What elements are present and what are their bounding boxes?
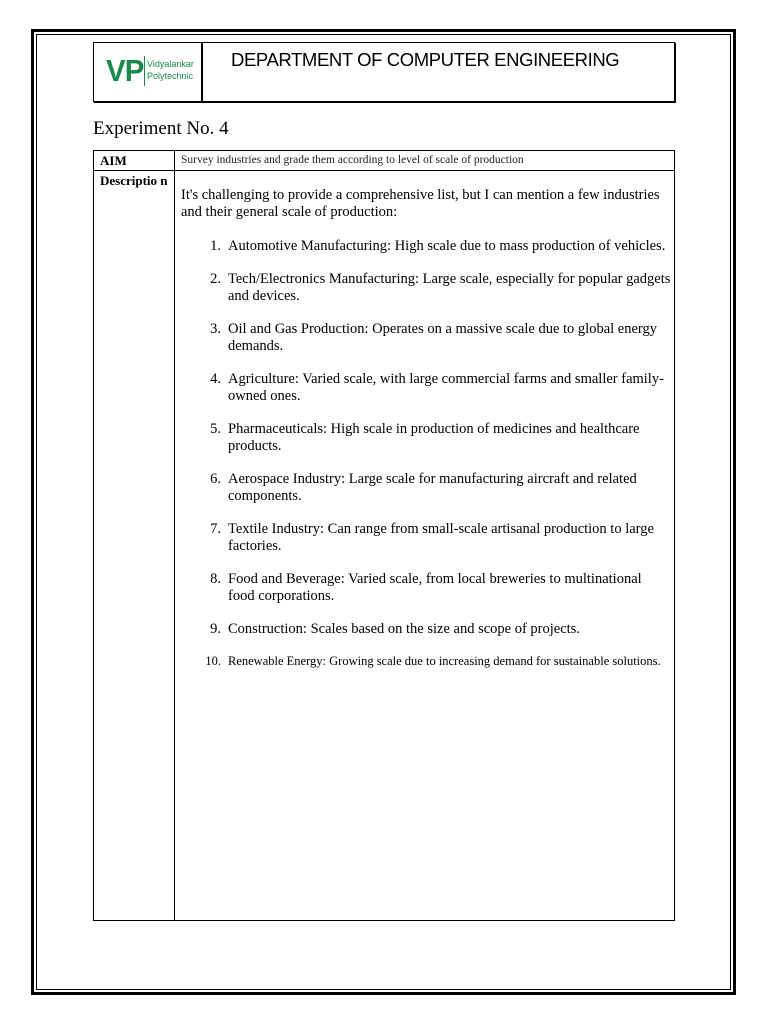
- logo-line-2: Polytechnic: [147, 71, 194, 81]
- list-item: [181, 521, 671, 555]
- description-label: Descriptio n: [100, 173, 168, 188]
- logo-divider: [144, 56, 145, 86]
- list-item-number: 3.: [210, 321, 221, 337]
- list-item-text: Construction: Scales based on the size and scope of projects.: [228, 621, 580, 637]
- experiment-table: [93, 150, 675, 921]
- list-item-text: Automotive Manufacturing: High scale due to mass production of vehicles.: [228, 238, 666, 254]
- list-item-text: Pharmaceuticals: High scale in production of medicines and healthcare products.: [228, 421, 640, 454]
- list-item: [181, 371, 671, 405]
- list-item-number: 8.: [210, 571, 221, 587]
- logo-line-1: Vidyalankar: [147, 59, 194, 69]
- logo-text: [147, 58, 194, 82]
- list-item: [181, 571, 671, 605]
- aim-label: AIM: [100, 153, 127, 168]
- list-item-number: 1.: [210, 238, 221, 254]
- list-item-number: 5.: [210, 421, 221, 437]
- list-item-text: Oil and Gas Production: Operates on a massive scale due to global energy demands.: [228, 321, 657, 354]
- list-item: [181, 271, 671, 305]
- list-item-text: Tech/Electronics Manufacturing: Large scale, especially for popular gadgets and devices.: [228, 271, 671, 304]
- list-item: [181, 471, 671, 505]
- logo: [94, 43, 203, 101]
- list-item-text: Agriculture: Varied scale, with large commercial farms and smaller family-owned ones.: [228, 371, 664, 404]
- list-item: [181, 321, 671, 355]
- list-item-number: 2.: [210, 271, 221, 287]
- aim-text: Survey industries and grade them according to level of scale of production: [181, 154, 524, 166]
- list-item: [181, 421, 671, 455]
- list-item-number: 6.: [210, 471, 221, 487]
- industry-list: [181, 238, 671, 685]
- list-item-text: Aerospace Industry: Large scale for manufacturing aircraft and related components.: [228, 471, 637, 504]
- list-item-number: 10.: [205, 654, 221, 668]
- description-intro: It's challenging to provide a comprehensive list, but I can mention a few industries and their general scale of production:: [181, 187, 660, 220]
- department-title: DEPARTMENT OF COMPUTER ENGINEERING: [231, 49, 620, 70]
- list-item-number: 4.: [210, 371, 221, 387]
- list-item-number: 7.: [210, 521, 221, 537]
- experiment-title: Experiment No. 4: [93, 118, 229, 139]
- list-item: [181, 621, 671, 638]
- list-item-text: Food and Beverage: Varied scale, from local breweries to multinational food corporations.: [228, 571, 642, 604]
- logo-mark: VP: [106, 53, 144, 88]
- column-divider: [174, 151, 175, 920]
- list-item: [181, 654, 671, 669]
- list-item: [181, 238, 671, 255]
- list-item-number: 9.: [210, 621, 221, 637]
- row-divider: [94, 170, 674, 171]
- list-item-text: Textile Industry: Can range from small-scale artisanal production to large factories.: [228, 521, 654, 554]
- header-box: [93, 42, 675, 102]
- list-item-text: Renewable Energy: Growing scale due to increasing demand for sustainable solutions.: [228, 654, 661, 668]
